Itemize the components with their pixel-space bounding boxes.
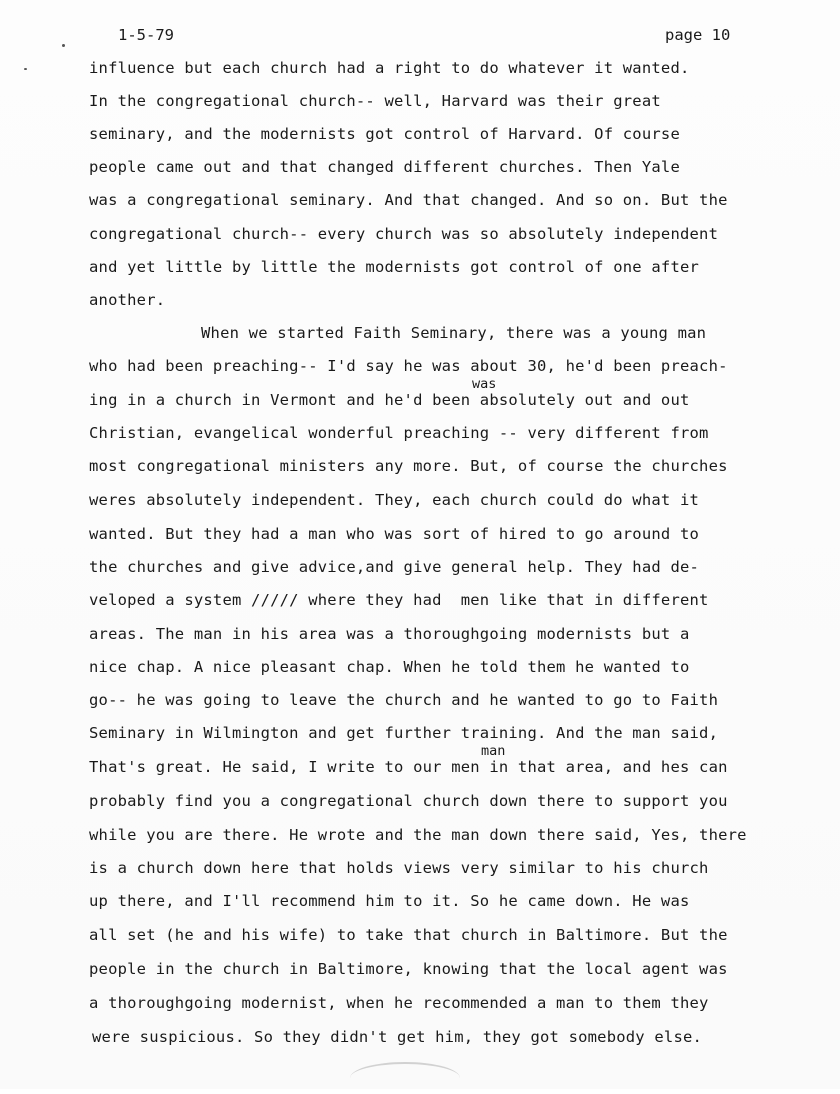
text-line: who had been preaching-- I'd say he was about 30, he'd been preach- (89, 357, 728, 375)
text-line: people came out and that changed different churches. Then Yale (89, 158, 680, 176)
paper-smudge (350, 1062, 460, 1094)
text-line: seminary, and the modernists got control of Harvard. Of course (89, 125, 680, 143)
text-line: most congregational ministers any more. But, of course the churches (89, 457, 728, 475)
text-line: congregational church-- every church was so absolutely independent (89, 225, 719, 243)
text-line: areas. The man in his area was a thoroughgoing modernists but a (89, 625, 690, 643)
text-line: wanted. But they had a man who was sort of hired to go around to (89, 525, 700, 543)
text-line: all set (he and his wife) to take that church in Baltimore. But the (89, 926, 728, 944)
text-line: veloped a system ///// where they had men like that in different (89, 591, 709, 609)
text-line: nice chap. A nice pleasant chap. When he told them he wanted to (89, 658, 690, 676)
text-line: In the congregational church-- well, Harvard was their great (89, 92, 661, 110)
paragraph-first-line: When we started Faith Seminary, there was a young man (201, 324, 707, 342)
page-date: 1-5-79 (118, 26, 174, 44)
text-line: a thoroughgoing modernist, when he recommended a man to them they (89, 994, 709, 1012)
page-number: page 10 (665, 26, 731, 44)
text-line: weres absolutely independent. They, each church could do what it (89, 491, 700, 509)
text-line: up there, and I'll recommend him to it. So he came down. He was (89, 892, 690, 910)
interlinear-insertion: man (481, 743, 506, 759)
text-line: Christian, evangelical wonderful preaching -- very different from (89, 424, 709, 442)
paper-speck (62, 44, 65, 47)
text-line: probably find you a congregational church down there to support you (89, 792, 728, 810)
text-line: and yet little by little the modernists got control of one after (89, 258, 700, 276)
text-line: another. (89, 291, 166, 309)
text-line: the churches and give advice,and give general help. They had de- (89, 558, 700, 576)
text-line: is a church down here that holds views very similar to his church (89, 859, 709, 877)
text-line: people in the church in Baltimore, knowing that the local agent was (89, 960, 728, 978)
text-line: influence but each church had a right to do whatever it wanted. (89, 59, 690, 77)
paper-speck (24, 68, 27, 70)
interlinear-insertion: was (472, 376, 497, 392)
text-line: while you are there. He wrote and the man down there said, Yes, there (89, 826, 747, 844)
text-line: ing in a church in Vermont and he'd been absolutely out and out (89, 391, 690, 409)
text-line: That's great. He said, I write to our men in that area, and hes can (89, 758, 728, 776)
text-line: was a congregational seminary. And that changed. And so on. But the (89, 191, 728, 209)
text-line: Seminary in Wilmington and get further training. And the man said, (89, 724, 719, 742)
text-line: go-- he was going to leave the church and he wanted to go to Faith (89, 691, 719, 709)
text-line: were suspicious. So they didn't get him, they got somebody else. (92, 1028, 703, 1046)
